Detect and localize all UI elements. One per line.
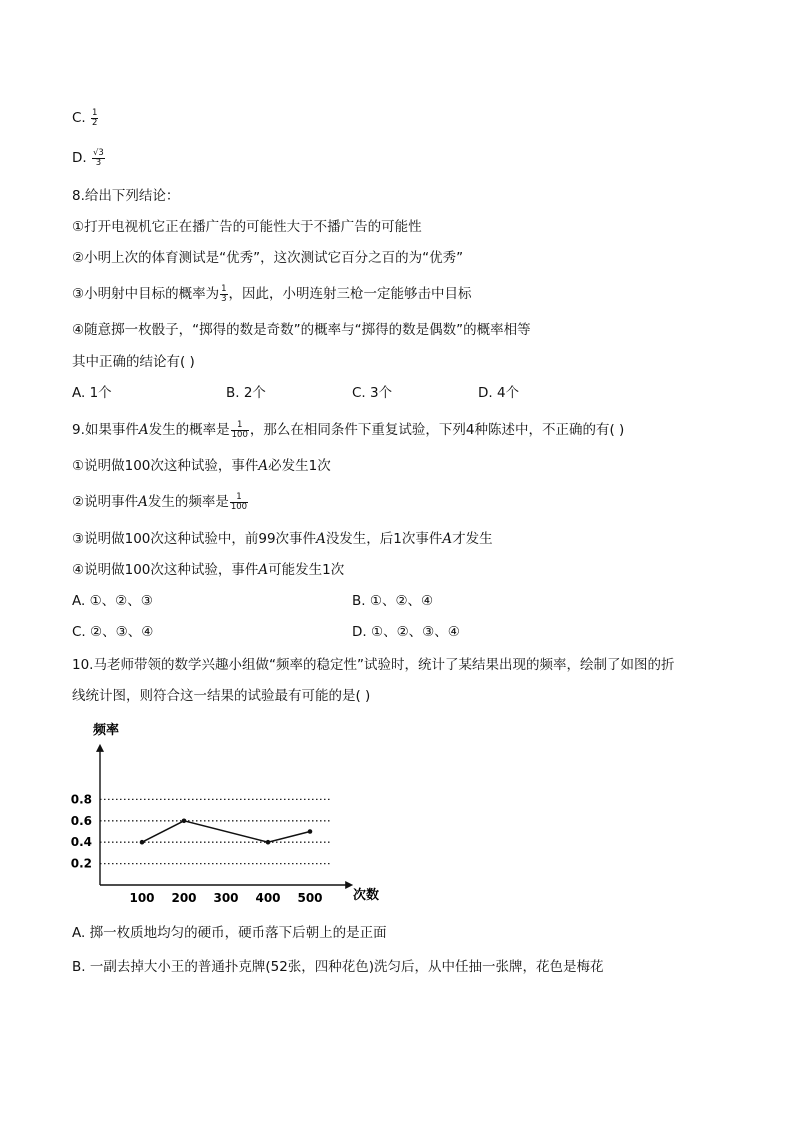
y-tick-label: 0.4 [70,835,92,850]
y-tick-label: 0.8 [70,792,92,807]
fraction: $\frac{1}{3}$ [221,283,227,304]
q8-ask: 其中正确的结论有( ) [72,354,195,370]
fraction: $\frac{√3}{3}$ [92,147,104,168]
q8-statement-2: ②小明上次的体育测试是“优秀”，这次测试它百分之百的为“优秀” [72,250,464,266]
chart-ticks [71,792,323,905]
q8-option-d[interactable]: D. 4个 [478,385,520,401]
q10-option-b[interactable]: B. 一副去掉大小王的普通扑克牌(52张，四种花色)洗匀后，从中任抽一张牌，花色是梅花 [72,959,604,975]
q9-statement-2: ②说明事件A发生的频率是 $\frac{1}{100}$ [72,491,248,512]
q9-statement-3: ③说明做100次这种试验中，前99次事件A没发生，后1次事件A才发生 [72,531,493,547]
q7-option-c: C. $\frac{1}{2}$ [72,107,98,128]
fraction: $\frac{1}{100}$ [230,491,248,512]
q8-statement-3: ③小明射中目标的概率为 $\frac{1}{3}$ ，因此，小明连射三枪一定能够击中目标 [72,283,472,304]
q9-option-d[interactable]: D. ①、②、③、④ [352,624,460,640]
data-point [140,840,145,845]
q10-stem-line-2: 线统计图，则符合这一结果的试验最有可能的是( ) [72,688,371,704]
data-point [182,819,187,824]
q9-option-b[interactable]: B. ①、②、④ [352,593,434,609]
q9-option-c[interactable]: C. ②、③、④ [72,624,154,640]
q9-statement-4: ④说明做100次这种试验，事件A可能发生1次 [72,562,345,578]
x-axis-label: 次数 [353,888,380,903]
q8-option-b[interactable]: B. 2个 [226,385,266,401]
data-point [266,840,271,845]
x-tick-label: 500 [297,891,323,905]
q9-stem: 9.如果事件A发生的概率是 $\frac{1}{100}$ ，那么在相同条件下重复试验，下列4种陈述中，不正确的有( ) [72,419,625,440]
q8-statement-1: ①打开电视机它正在播广告的可能性大于不播广告的可能性 [72,219,422,235]
data-point [308,829,313,834]
q9-statement-1: ①说明做100次这种试验，事件A必发生1次 [72,458,331,474]
q10-option-a[interactable]: A. 掷一枚质地均匀的硬币，硬币落下后朝上的是正面 [72,925,387,941]
q8-statement-4: ④随意掷一枚骰子，“掷得的数是奇数”的概率与“掷得的数是偶数”的概率相等 [72,322,531,338]
q8-option-c[interactable]: C. 3个 [352,385,393,401]
frequency-line-chart [60,718,380,908]
y-axis-arrow [96,744,104,752]
y-axis-label: 频率 [93,723,120,738]
x-tick-label: 200 [171,891,197,905]
x-tick-label: 100 [129,891,155,905]
chart-series [140,819,313,845]
series-line [142,821,310,842]
q8-option-a[interactable]: A. 1个 [72,385,112,401]
chart-axes [96,744,353,889]
fraction: $\frac{1}{100}$ [231,419,248,440]
q7-option-d: D. $\frac{√3}{3}$ [72,147,104,168]
fraction: $\frac{1}{2}$ [92,107,98,128]
x-axis-arrow [345,881,353,889]
chart-grid [100,799,330,863]
q10-stem-line-1: 10.马老师带领的数学兴趣小组做“频率的稳定性”试验时，统计了某结果出现的频率，绘制了如图的折 [72,657,675,673]
x-tick-label: 300 [213,891,239,905]
y-tick-label: 0.6 [70,813,92,828]
q8-stem: 8.给出下列结论： [72,188,180,204]
x-tick-label: 400 [255,891,281,905]
y-tick-label: 0.2 [70,856,92,871]
q9-option-a[interactable]: A. ①、②、③ [72,593,153,609]
